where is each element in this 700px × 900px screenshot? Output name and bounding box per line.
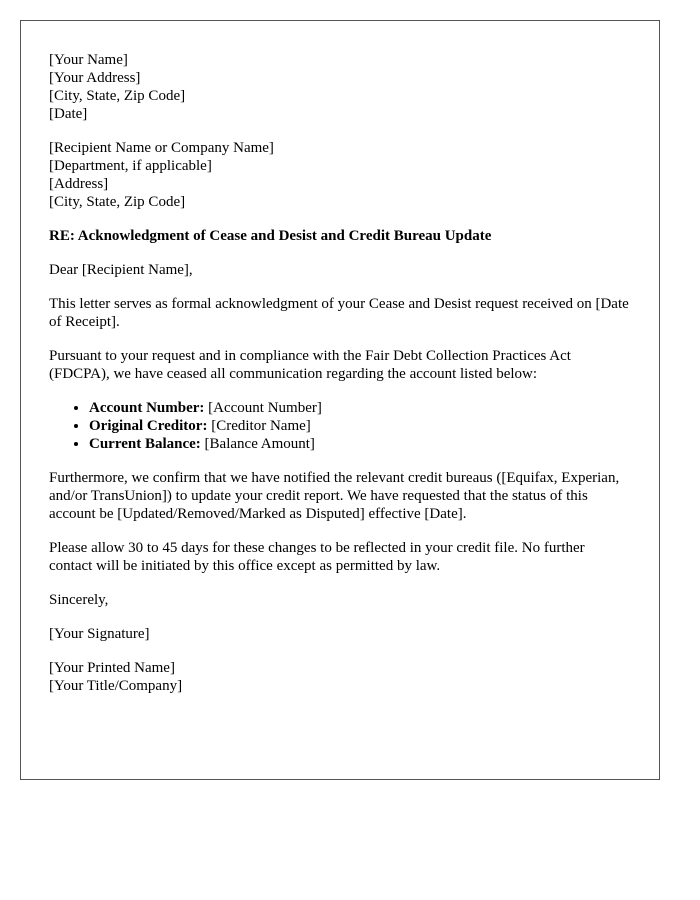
recipient-department: [Department, if applicable] [49,158,212,174]
printed-name: [Your Printed Name] [49,660,175,676]
sender-city-state-zip: [City, State, Zip Code] [49,88,186,104]
original-creditor-label: Original Creditor: [89,418,208,434]
list-item [89,417,631,435]
signature-placeholder: [Your Signature] [49,626,150,642]
subject-line: RE: Acknowledgment of Cease and Desist and Credit Bureau Update [49,228,492,244]
current-balance-value: [Balance Amount] [204,436,315,452]
recipient-address-block [49,139,631,211]
account-details-list [49,399,631,453]
paragraph-compliance: Pursuant to your request and in compliance with the Fair Debt Collection Practices Act (FDCPA), we have ceased all communication regarding the account listed below: [49,348,571,382]
sender-address-block [49,51,631,123]
letter-page [20,20,660,780]
title-company: [Your Title/Company] [49,678,183,694]
closing: Sincerely, [49,592,109,608]
account-number-value: [Account Number] [208,400,322,416]
salutation: Dear [Recipient Name], [49,262,193,278]
recipient-city-state-zip: [City, State, Zip Code] [49,194,186,210]
paragraph-acknowledgment: This letter serves as formal acknowledgment of your Cease and Desist request received on [Date of Receipt]. [49,296,629,330]
paragraph-timeline: Please allow 30 to 45 days for these changes to be reflected in your credit file. No further contact will be initiated by this office except as permitted by law. [49,540,585,574]
sender-address: [Your Address] [49,70,141,86]
account-number-label: Account Number: [89,400,205,416]
paragraph-credit-bureaus: Furthermore, we confirm that we have notified the relevant credit bureaus ([Equifax, Experian, and/or TransUnion]) to update your credit report. We have requested that the status of this account be [Updated/Removed/Marked as Disputed] effective [Date]. [49,470,620,522]
letter-date: [Date] [49,106,88,122]
sender-name: [Your Name] [49,52,128,68]
list-item [89,399,631,417]
recipient-address: [Address] [49,176,109,192]
current-balance-label: Current Balance: [89,436,201,452]
signer-block [49,659,631,695]
list-item [89,435,631,453]
original-creditor-value: [Creditor Name] [211,418,311,434]
recipient-name: [Recipient Name or Company Name] [49,140,274,156]
